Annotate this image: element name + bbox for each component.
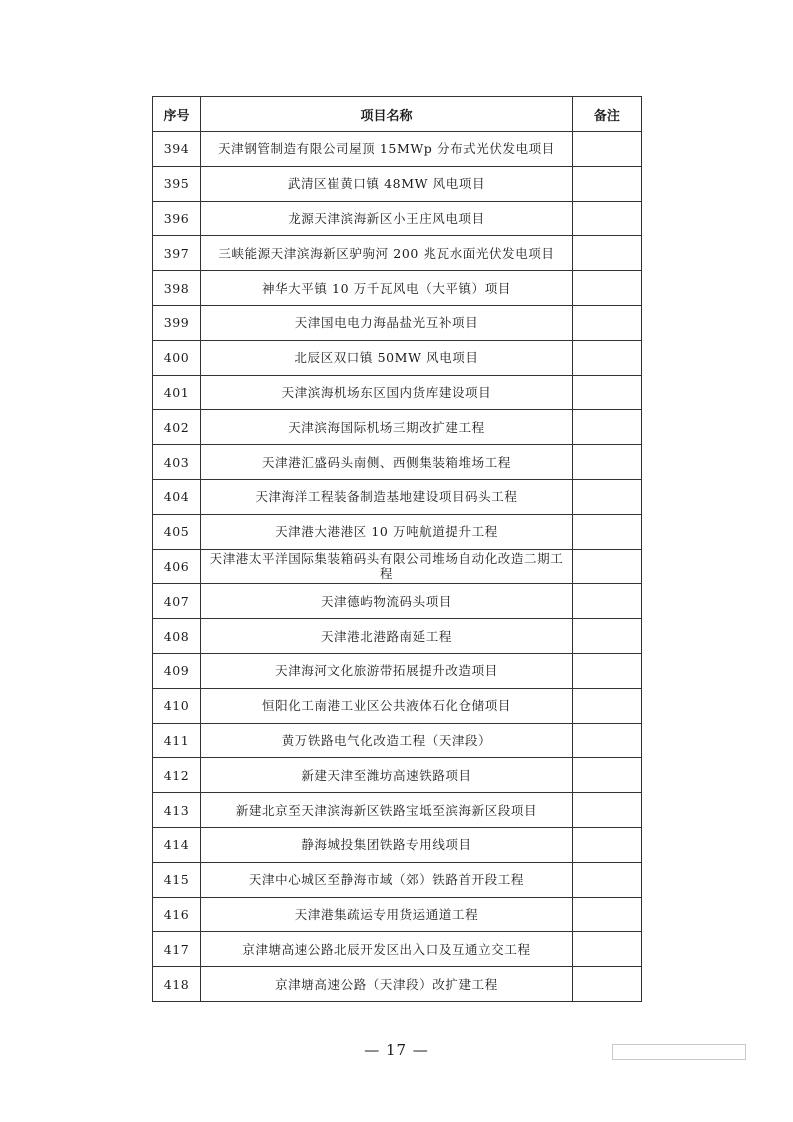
cell-project-name: 天津中心城区至静海市域（郊）铁路首开段工程 — [201, 862, 573, 897]
cell-project-name: 天津国电电力海晶盐光互补项目 — [201, 305, 573, 340]
cell-serial-number: 399 — [153, 305, 201, 340]
cell-remarks — [572, 201, 641, 236]
cell-remarks — [572, 758, 641, 793]
table-row — [153, 758, 642, 793]
cell-project-name: 天津钢管制造有限公司屋顶 15MWp 分布式光伏发电项目 — [201, 132, 573, 167]
header-project-name: 项目名称 — [201, 97, 573, 132]
table-header-row — [153, 97, 642, 132]
cell-serial-number: 412 — [153, 758, 201, 793]
cell-project-name: 天津港大港港区 10 万吨航道提升工程 — [201, 514, 573, 549]
cell-remarks — [572, 827, 641, 862]
cell-remarks — [572, 862, 641, 897]
table-row — [153, 967, 642, 1002]
cell-serial-number: 411 — [153, 723, 201, 758]
cell-remarks — [572, 340, 641, 375]
cell-serial-number: 417 — [153, 932, 201, 967]
cell-project-name: 天津德屿物流码头项目 — [201, 584, 573, 619]
cell-serial-number: 398 — [153, 271, 201, 306]
watermark-logo — [560, 1044, 760, 1120]
cell-remarks — [572, 688, 641, 723]
cell-remarks — [572, 653, 641, 688]
cell-project-name: 黄万铁路电气化改造工程（天津段） — [201, 723, 573, 758]
cell-remarks — [572, 932, 641, 967]
table-row — [153, 723, 642, 758]
header-serial-number: 序号 — [153, 97, 201, 132]
cell-project-name: 新建天津至潍坊高速铁路项目 — [201, 758, 573, 793]
table-body — [153, 132, 642, 1002]
cell-project-name: 天津港集疏运专用货运通道工程 — [201, 897, 573, 932]
table-row — [153, 479, 642, 514]
table-row — [153, 584, 642, 619]
cell-remarks — [572, 619, 641, 654]
cell-remarks — [572, 166, 641, 201]
table-row — [153, 166, 642, 201]
table-row — [153, 897, 642, 932]
header-remarks: 备注 — [572, 97, 641, 132]
project-table — [152, 96, 642, 1002]
cell-project-name: 神华大平镇 10 万千瓦风电（大平镇）项目 — [201, 271, 573, 306]
table-row — [153, 619, 642, 654]
cell-remarks — [572, 236, 641, 271]
table-row — [153, 793, 642, 828]
cell-serial-number: 402 — [153, 410, 201, 445]
cell-remarks — [572, 549, 641, 584]
table-row — [153, 271, 642, 306]
cell-serial-number: 410 — [153, 688, 201, 723]
cell-serial-number: 416 — [153, 897, 201, 932]
cell-remarks — [572, 793, 641, 828]
cell-remarks — [572, 584, 641, 619]
cell-remarks — [572, 375, 641, 410]
table-row — [153, 132, 642, 167]
table-row — [153, 653, 642, 688]
cell-project-name: 天津海洋工程装备制造基地建设项目码头工程 — [201, 479, 573, 514]
cell-project-name: 天津海河文化旅游带拓展提升改造项目 — [201, 653, 573, 688]
cell-project-name: 天津港汇盛码头南侧、西侧集装箱堆场工程 — [201, 445, 573, 480]
cell-remarks — [572, 410, 641, 445]
cell-serial-number: 395 — [153, 166, 201, 201]
cell-project-name: 京津塘高速公路北辰开发区出入口及互通立交工程 — [201, 932, 573, 967]
watermark-tagline — [612, 1044, 746, 1060]
cell-project-name: 天津港太平洋国际集装箱码头有限公司堆场自动化改造二期工程 — [201, 549, 573, 584]
cell-serial-number: 400 — [153, 340, 201, 375]
table-row — [153, 932, 642, 967]
cell-remarks — [572, 514, 641, 549]
cell-project-name: 天津滨海机场东区国内货库建设项目 — [201, 375, 573, 410]
cell-project-name: 天津滨海国际机场三期改扩建工程 — [201, 410, 573, 445]
table-row — [153, 410, 642, 445]
cell-serial-number: 394 — [153, 132, 201, 167]
cell-project-name: 恒阳化工南港工业区公共液体石化仓储项目 — [201, 688, 573, 723]
cell-serial-number: 396 — [153, 201, 201, 236]
table-row — [153, 375, 642, 410]
table-row — [153, 688, 642, 723]
cell-project-name: 天津港北港路南延工程 — [201, 619, 573, 654]
cell-serial-number: 403 — [153, 445, 201, 480]
cell-serial-number: 397 — [153, 236, 201, 271]
cell-remarks — [572, 479, 641, 514]
table-row — [153, 445, 642, 480]
table-row — [153, 340, 642, 375]
cell-serial-number: 413 — [153, 793, 201, 828]
cell-serial-number: 409 — [153, 653, 201, 688]
cell-serial-number: 418 — [153, 967, 201, 1002]
cell-remarks — [572, 445, 641, 480]
table-row — [153, 514, 642, 549]
cell-serial-number: 408 — [153, 619, 201, 654]
cell-serial-number: 415 — [153, 862, 201, 897]
table-row — [153, 549, 642, 584]
cell-project-name: 新建北京至天津滨海新区铁路宝坻至滨海新区段项目 — [201, 793, 573, 828]
table-row — [153, 305, 642, 340]
table-row — [153, 201, 642, 236]
cell-project-name: 静海城投集团铁路专用线项目 — [201, 827, 573, 862]
cell-remarks — [572, 132, 641, 167]
cell-remarks — [572, 271, 641, 306]
cell-serial-number: 401 — [153, 375, 201, 410]
cell-serial-number: 406 — [153, 549, 201, 584]
cell-serial-number: 407 — [153, 584, 201, 619]
table-row — [153, 827, 642, 862]
cell-project-name: 京津塘高速公路（天津段）改扩建工程 — [201, 967, 573, 1002]
cell-project-name: 武清区崔黄口镇 48MW 风电项目 — [201, 166, 573, 201]
table-row — [153, 862, 642, 897]
cell-remarks — [572, 305, 641, 340]
cell-serial-number: 405 — [153, 514, 201, 549]
page-number: — 17 — — [364, 1041, 429, 1059]
cell-remarks — [572, 723, 641, 758]
cell-remarks — [572, 897, 641, 932]
cell-remarks — [572, 967, 641, 1002]
cell-serial-number: 404 — [153, 479, 201, 514]
cell-project-name: 北辰区双口镇 50MW 风电项目 — [201, 340, 573, 375]
cell-project-name: 三峡能源天津滨海新区驴驹河 200 兆瓦水面光伏发电项目 — [201, 236, 573, 271]
cell-project-name: 龙源天津滨海新区小王庄风电项目 — [201, 201, 573, 236]
table-row — [153, 236, 642, 271]
cell-serial-number: 414 — [153, 827, 201, 862]
